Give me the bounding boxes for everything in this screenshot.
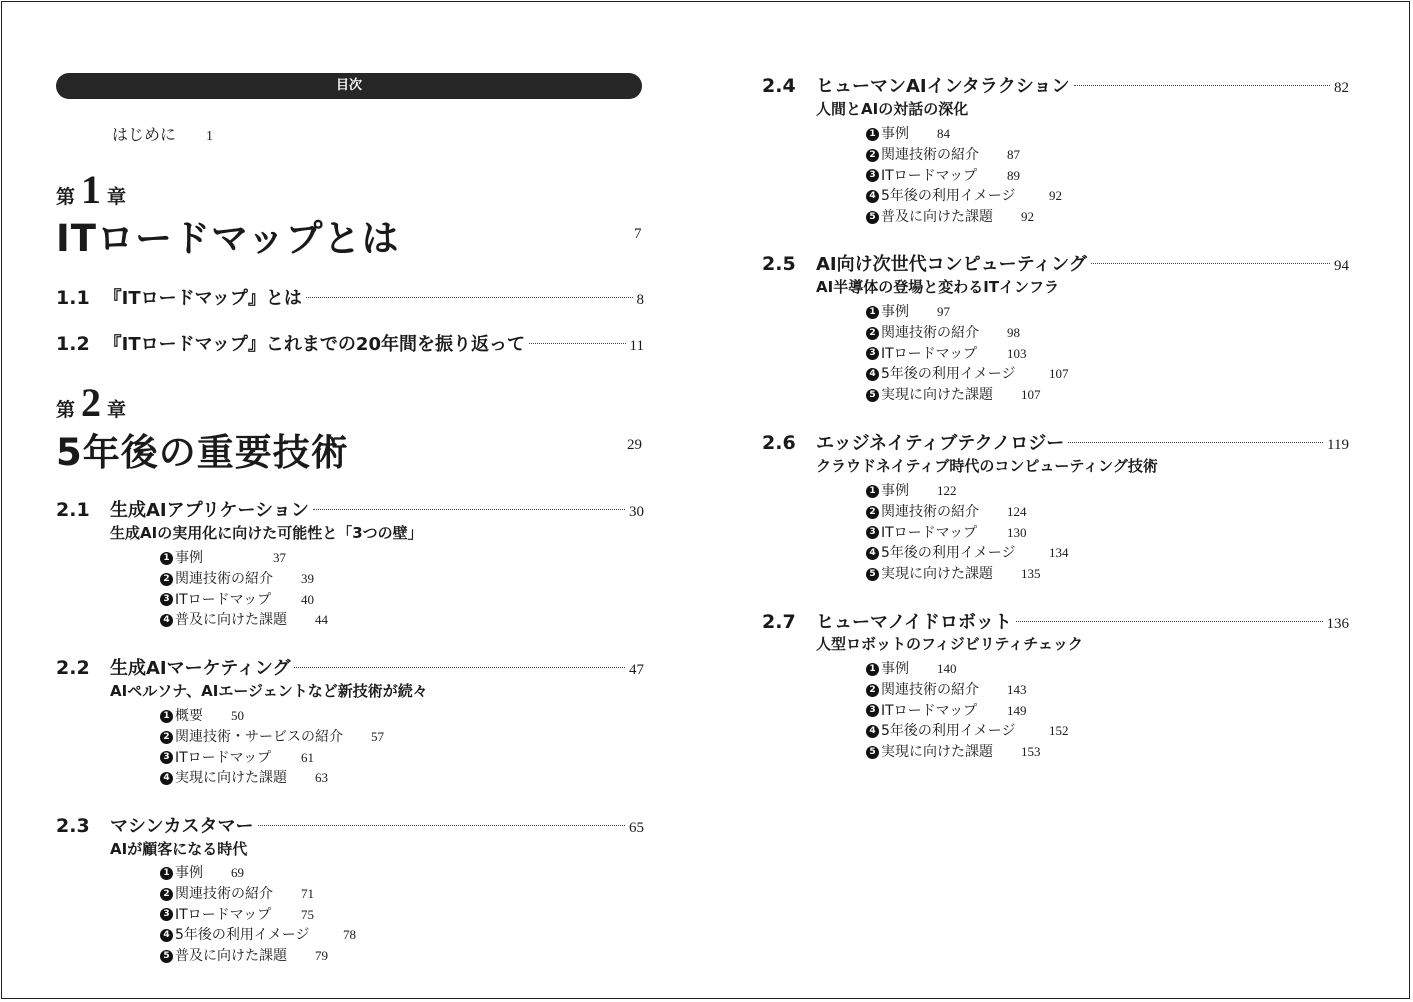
dot-leader — [1068, 441, 1323, 443]
toc-item[interactable] — [866, 564, 1069, 585]
toc-item[interactable] — [160, 748, 384, 769]
toc-item[interactable] — [866, 207, 1062, 228]
item-page: 50 — [231, 708, 244, 723]
number-circle-icon: 2 — [160, 573, 173, 586]
section-subtitle: AIが顧客になる時代 — [110, 840, 248, 858]
chapter-2-title[interactable]: 5年後の重要技術 — [56, 431, 349, 474]
section-page: 11 — [629, 338, 644, 354]
toc-item[interactable] — [866, 481, 1069, 502]
item-label: 普及に向けた課題 — [175, 948, 287, 965]
item-label: 普及に向けた課題 — [881, 209, 993, 226]
item-page: 39 — [301, 570, 314, 586]
item-page: 89 — [1007, 167, 1020, 183]
toc-item[interactable] — [160, 706, 384, 727]
section-2-7-items — [866, 659, 1069, 763]
toc-item[interactable] — [866, 323, 1069, 344]
section-1-1[interactable] — [56, 284, 644, 310]
chapter-1-page: 7 — [634, 226, 642, 242]
toc-item[interactable] — [866, 680, 1069, 701]
section-2-3-items — [160, 863, 356, 967]
section-2-4[interactable] — [762, 72, 1349, 98]
chapter-number: 2 — [81, 380, 102, 425]
number-circle-icon: 2 — [866, 327, 879, 340]
section-number: 2.3 — [56, 815, 90, 837]
item-page: 79 — [315, 948, 328, 964]
number-circle-icon: 1 — [160, 552, 173, 565]
section-number: 2.5 — [762, 253, 796, 275]
toc-item[interactable] — [160, 884, 356, 905]
section-title: 生成AIアプリケーション — [110, 500, 309, 521]
section-2-5[interactable] — [762, 250, 1349, 276]
section-title: マシンカスタマー — [110, 816, 254, 837]
number-circle-icon: 3 — [866, 169, 879, 182]
number-circle-icon: 1 — [866, 485, 879, 498]
chapter-number: 1 — [81, 167, 102, 212]
item-page: 92 — [1049, 188, 1062, 204]
item-label: 5年後の利用イメージ — [175, 927, 310, 944]
item-page: 63 — [315, 770, 328, 786]
section-page: 119 — [1327, 437, 1349, 453]
toc-item[interactable] — [160, 548, 328, 569]
number-circle-icon: 2 — [160, 888, 173, 901]
number-circle-icon: 5 — [866, 389, 879, 402]
toc-item[interactable] — [866, 385, 1069, 406]
toc-item[interactable] — [866, 543, 1069, 564]
item-label: 実現に向けた課題 — [175, 770, 287, 787]
toc-item[interactable] — [866, 502, 1069, 523]
item-label: 実現に向けた課題 — [881, 387, 993, 404]
item-page: 103 — [1007, 345, 1027, 361]
item-label: 普及に向けた課題 — [175, 612, 287, 629]
section-page: 136 — [1326, 616, 1349, 632]
toc-item[interactable] — [866, 186, 1062, 207]
toc-item[interactable] — [160, 905, 356, 926]
section-2-7[interactable] — [762, 608, 1349, 634]
item-page: 61 — [301, 749, 314, 765]
section-number: 2.7 — [762, 611, 796, 633]
item-page: 71 — [301, 885, 314, 901]
item-page: 149 — [1007, 702, 1027, 718]
item-label: ITロードマップ — [175, 591, 272, 608]
toc-item[interactable] — [160, 768, 384, 789]
number-circle-icon: 4 — [866, 547, 879, 560]
dot-leader — [306, 296, 633, 298]
item-label: 事例 — [881, 126, 909, 142]
section-subtitle: 人型ロボットのフィジビリティチェック — [816, 635, 1083, 653]
number-circle-icon: 3 — [160, 751, 173, 764]
chapter-1-label — [56, 167, 127, 212]
item-page: 92 — [1021, 209, 1034, 225]
dot-leader — [258, 824, 625, 826]
section-number: 2.6 — [762, 432, 796, 454]
item-label: 概要 — [175, 708, 203, 724]
number-circle-icon: 3 — [160, 593, 173, 606]
item-label: 事例 — [881, 483, 909, 499]
toc-item[interactable] — [866, 742, 1069, 763]
item-label: 関連技術の紹介 — [881, 146, 979, 163]
item-page: 75 — [301, 906, 314, 922]
section-page: 94 — [1334, 258, 1349, 274]
section-title: 『ITロードマップ』これまでの20年間を振り返って — [103, 334, 525, 355]
item-label: ITロードマップ — [881, 167, 978, 184]
toc-item[interactable] — [866, 302, 1069, 323]
item-label: 5年後の利用イメージ — [881, 723, 1016, 740]
number-circle-icon: 1 — [866, 663, 879, 676]
item-label: 事例 — [175, 550, 203, 566]
section-number: 1.1 — [56, 287, 90, 309]
item-label: 実現に向けた課題 — [881, 744, 993, 761]
section-page: 8 — [636, 292, 644, 308]
section-2-2[interactable] — [56, 654, 644, 680]
chapter-suffix: 章 — [107, 186, 127, 208]
section-title: エッジネイティブテクノロジー — [816, 433, 1065, 454]
item-page: 153 — [1021, 744, 1041, 760]
item-page: 78 — [343, 927, 356, 943]
item-page: 87 — [1007, 146, 1020, 162]
toc-item[interactable] — [160, 590, 328, 611]
number-circle-icon: 5 — [160, 950, 173, 963]
toc-item[interactable] — [866, 145, 1062, 166]
item-label: 関連技術の紹介 — [175, 885, 273, 902]
toc-entry-intro[interactable] — [112, 122, 213, 145]
item-label: 事例 — [881, 304, 909, 320]
dot-leader — [294, 666, 625, 668]
number-circle-icon: 4 — [866, 368, 879, 381]
chapter-2-label — [56, 380, 127, 425]
section-subtitle: 人間とAIの対話の深化 — [816, 100, 969, 118]
item-label: 関連技術の紹介 — [881, 681, 979, 698]
item-label: 5年後の利用イメージ — [881, 366, 1016, 383]
item-page: 44 — [315, 612, 328, 628]
number-circle-icon: 4 — [866, 725, 879, 738]
toc-item[interactable] — [866, 344, 1069, 365]
section-number: 2.2 — [56, 657, 90, 679]
item-page: 130 — [1007, 524, 1027, 540]
item-label: 関連技術の紹介 — [175, 570, 273, 587]
toc-title-bar — [56, 73, 642, 99]
chapter-2-page: 29 — [627, 437, 642, 453]
item-label: 関連技術の紹介 — [881, 503, 979, 520]
item-page: 152 — [1049, 723, 1069, 739]
item-page: 69 — [231, 865, 244, 880]
toc-item[interactable] — [866, 166, 1062, 187]
item-label: 関連技術の紹介 — [881, 324, 979, 341]
chapter-1-title[interactable]: ITロードマップとは — [56, 217, 400, 260]
number-circle-icon: 4 — [866, 190, 879, 203]
section-2-1-items — [160, 548, 328, 631]
number-circle-icon: 5 — [866, 746, 879, 759]
item-page: 140 — [937, 661, 957, 676]
section-2-5-items — [866, 302, 1069, 406]
toc-title: 目次 — [335, 78, 362, 93]
section-subtitle: AI半導体の登場と変わるITインフラ — [816, 278, 1060, 296]
intro-page: 1 — [206, 129, 214, 144]
item-label: ITロードマップ — [881, 345, 978, 362]
section-2-6[interactable] — [762, 429, 1349, 455]
number-circle-icon: 2 — [866, 149, 879, 162]
section-number: 1.2 — [56, 333, 90, 355]
item-label: 5年後の利用イメージ — [881, 188, 1016, 205]
section-2-6-items — [866, 481, 1069, 585]
section-page: 82 — [1334, 80, 1349, 96]
number-circle-icon: 3 — [866, 526, 879, 539]
section-title: 『ITロードマップ』とは — [103, 288, 302, 309]
section-title: ヒューマノイドロボット — [816, 612, 1012, 633]
dot-leader — [1091, 262, 1330, 264]
number-circle-icon: 5 — [866, 211, 879, 224]
toc-item[interactable] — [866, 701, 1069, 722]
toc-item[interactable] — [866, 659, 1069, 680]
item-page: 134 — [1049, 545, 1069, 561]
dot-leader — [529, 342, 626, 344]
chapter-suffix: 章 — [107, 399, 127, 421]
chapter-prefix: 第 — [56, 399, 76, 421]
item-page: 107 — [1049, 366, 1069, 382]
section-2-1[interactable] — [56, 496, 644, 522]
section-number: 2.1 — [56, 499, 90, 521]
section-subtitle: AIペルソナ、AIエージェントなど新技術が続々 — [110, 682, 428, 700]
item-label: 関連技術・サービスの紹介 — [175, 728, 343, 745]
item-label: ITロードマップ — [881, 702, 978, 719]
section-number: 2.4 — [762, 75, 796, 97]
toc-item[interactable] — [160, 863, 356, 884]
toc-item[interactable] — [160, 946, 356, 967]
number-circle-icon: 1 — [866, 306, 879, 319]
section-title: AI向け次世代コンピューティング — [816, 254, 1087, 275]
section-page: 47 — [629, 662, 644, 678]
number-circle-icon: 1 — [160, 867, 173, 880]
number-circle-icon: 2 — [160, 731, 173, 744]
item-label: 事例 — [881, 661, 909, 677]
section-subtitle: 生成AIの実用化に向けた可能性と「3つの壁」 — [110, 524, 423, 542]
item-label: ITロードマップ — [175, 906, 272, 923]
section-2-2-items — [160, 706, 384, 789]
item-label: 事例 — [175, 865, 203, 881]
item-page: 97 — [937, 304, 950, 319]
section-page: 30 — [629, 504, 644, 520]
section-2-3[interactable] — [56, 812, 644, 838]
toc-item[interactable] — [866, 124, 1062, 145]
toc-item[interactable] — [160, 610, 328, 631]
item-label: 5年後の利用イメージ — [881, 545, 1016, 562]
chapter-prefix: 第 — [56, 186, 76, 208]
intro-label: はじめに — [112, 125, 177, 144]
section-title: ヒューマンAIインタラクション — [816, 76, 1070, 97]
number-circle-icon: 3 — [160, 908, 173, 921]
toc-item[interactable] — [866, 364, 1069, 385]
item-page: 37 — [273, 550, 286, 565]
dot-leader — [313, 508, 625, 510]
number-circle-icon: 3 — [866, 704, 879, 717]
item-page: 98 — [1007, 324, 1020, 340]
toc-item[interactable] — [866, 721, 1069, 742]
item-label: ITロードマップ — [881, 524, 978, 541]
dot-leader — [1016, 620, 1323, 622]
section-1-2[interactable] — [56, 330, 644, 356]
section-page: 65 — [629, 820, 644, 836]
item-page: 143 — [1007, 681, 1027, 697]
number-circle-icon: 4 — [160, 929, 173, 942]
item-page: 107 — [1021, 387, 1041, 403]
toc-item[interactable] — [160, 569, 328, 590]
section-subtitle: クラウドネイティブ時代のコンピューティング技術 — [816, 457, 1158, 475]
item-page: 135 — [1021, 566, 1041, 582]
dot-leader — [1074, 84, 1330, 86]
number-circle-icon: 4 — [160, 772, 173, 785]
number-circle-icon: 1 — [866, 128, 879, 141]
toc-item[interactable] — [866, 523, 1069, 544]
item-page: 122 — [937, 483, 957, 498]
item-page: 84 — [937, 126, 950, 141]
item-label: 実現に向けた課題 — [881, 566, 993, 583]
number-circle-icon: 3 — [866, 347, 879, 360]
number-circle-icon: 5 — [866, 568, 879, 581]
item-page: 124 — [1007, 503, 1027, 519]
item-label: ITロードマップ — [175, 749, 272, 766]
number-circle-icon: 2 — [866, 506, 879, 519]
toc-item[interactable] — [160, 727, 384, 748]
number-circle-icon: 2 — [866, 684, 879, 697]
section-title: 生成AIマーケティング — [110, 658, 291, 679]
item-page: 40 — [301, 591, 314, 607]
section-2-4-items — [866, 124, 1062, 228]
number-circle-icon: 1 — [160, 710, 173, 723]
number-circle-icon: 4 — [160, 614, 173, 627]
toc-item[interactable] — [160, 925, 356, 946]
item-page: 57 — [371, 728, 384, 744]
